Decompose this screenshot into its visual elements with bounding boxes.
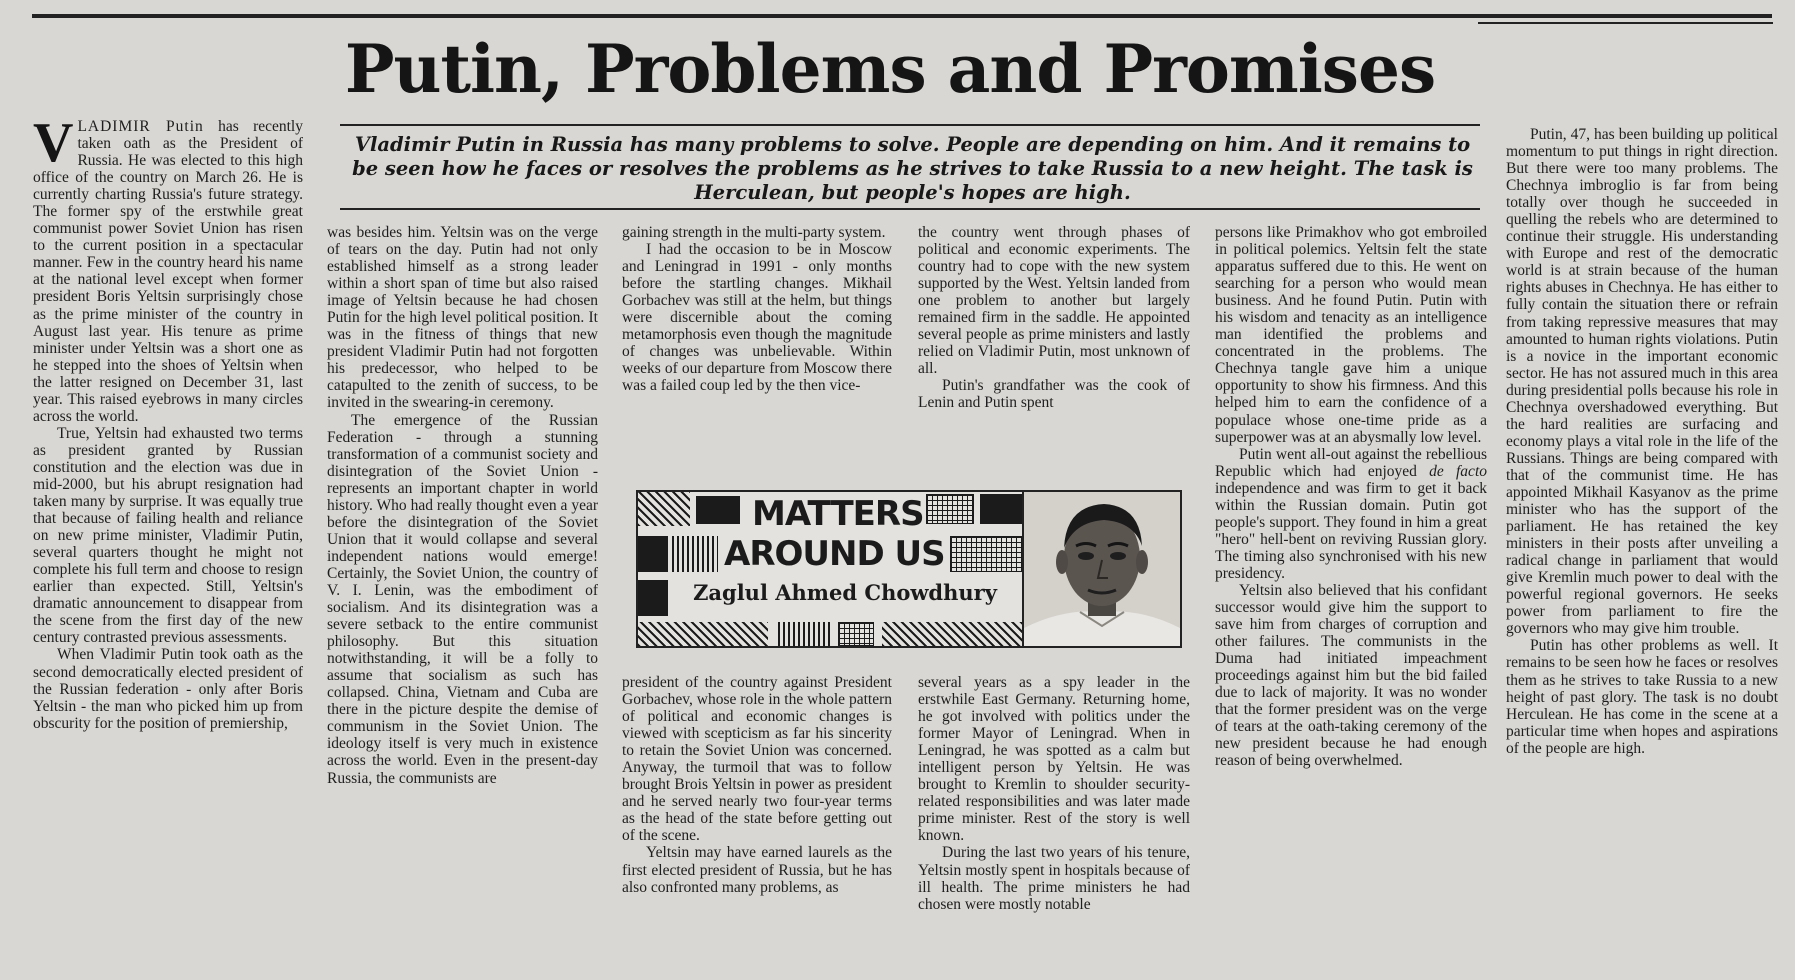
column-1-paragraph-2: True, Yeltsin had exhausted two terms as president granted by Russian constitution and the election was due in mid-2000, but his abrupt resignation had taken many by surprise. It was equally true that because of failing health and reliance on new prime minister, Vladimir Putin, several quarters thought he might not complete his full term and choose to resign earlier than expected. Still, Yeltsin's dramatic announcement to disappear from the scene from the first day of the new century contrasted previous assessments. [33,424,303,647]
article-column-3-bottom [622,674,892,970]
logo-stripe-pattern [672,536,718,572]
logo-grid-pattern [838,622,874,646]
column-3-paragraph-2: I had the occasion to be in Moscow and Leningrad in 1991 - only months before the startling changes. Mikhail Gorbachev was still at the helm, but things were discernible about the coming metamorphosis even though the magnitude of changes was unbelievable. Within weeks of our departure from Moscow there was a failed coup led by the then vice- [622,241,892,395]
italic-phrase: de facto [1429,462,1487,480]
article-column-4-top [918,224,1190,466]
column-2-paragraph-1: was besides him. Yeltsin was on the verge of tears on the day. Putin had not only established himself as a strong leader within a short span of time but also raised image of Yeltsin because he had chosen Putin for the high level political position. It was in the fitness of things that new president Vladimir Putin had not forgotten his predecessor, who helped to be catapulted to the zenith of success, to be invited in the swearing-in ceremony. [327,224,598,412]
column-5-paragraph-1: persons like Primakhov who got embroiled in political polemics. Yeltsin felt the state apparatus suffered due to this. He went on searching for a person who would mean business. And he found Putin. Putin with his wisdom and tenacity as an intelligence man identified the problems and concentrated in the problems. The Chechnya tangle gave him a unique opportunity to show his firmness. And this helped him to earn the confidence of a populace whose one-time pride as a superpower was at an abysmally low level. [1215,224,1487,446]
column-3-paragraph-4: Yeltsin may have earned laurels as the first elected president of Russia, but he has also confronted many problems, as [622,844,892,896]
headline: Putin, Problems and Promises [344,30,1436,108]
column-6-paragraph-2: Putin has other problems as well. It remains to be seen how he faces or resolves them as he strives to take Russia to a new height of past glory. The task is no doubt Herculean. He has come in the scene at a particular time when hopes and aspirations of the people are high. [1506,637,1778,757]
column-4-paragraph-2: Putin's grandfather was the cook of Lenin and Putin spent [918,377,1190,412]
column-4-paragraph-3: several years as a spy leader in the erstwhile East Germany. Returning home, he got involved with politics under the former Mayor of Leningrad. When in Leningrad, he was spotted as a calm but intelligent person by Yeltsin. He was brought to Kremlin to shoulder security-related responsibilities and was later made prime minister. Rest of the story is well known. [918,674,1190,845]
logo-hatch-pattern [638,492,690,526]
logo-title-line-2: AROUND US [724,534,945,574]
column-1-paragraph-3: When Vladimir Putin took oath as the second democratically elected president of the Russian federation - only after Boris Yeltsin - the man who picked him up from obscurity for the position of premiership, [33,646,303,732]
logo-stripe-pattern [778,622,830,646]
column-4-paragraph-1: the country went through phases of political and economic experiments. The country had to cope with the new system supported by the West. Yeltsin landed from one problem to another but largely remained firm in the saddle. He appointed several people as prime ministers and lastly relied on Vladimir Putin, most unknown of all. [918,224,1190,378]
article-column-5 [1215,224,1487,970]
standfirst: Vladimir Putin in Russia has many problems to solve. People are depending on him. And it remains to be seen how he faces or resolves the problems as he strives to take Russia to a new height. The task is Herculean, but people's hopes are high. [352,133,1473,204]
logo-hatch-pattern [882,622,1024,646]
logo-hatch-pattern [638,622,768,646]
standfirst-bottom-rule [340,208,1480,210]
column-4-paragraph-4: During the last two years of his tenure, Yeltsin mostly spent in hospitals because of ill health. The prime ministers he had chosen were mostly notable [918,844,1190,913]
column-byline: Zaglul Ahmed Chowdhury [693,580,997,605]
column-3-paragraph-3: president of the country against President Gorbachev, whose role in the whole pattern of political and economic changes is viewed with scepticism as far his sincerity to retain the Soviet Union was concerned. Anyway, the turmoil that was to follow brought Brois Yeltsin in power as president and he served nearly two four-year terms as the head of the state before getting out of the scene. [622,674,892,845]
column-5-paragraph-3: Yeltsin also believed that his confidant successor would give him the support to save him from charges of corruption and other failures. The communists in the Duma had initiated impeachment proceedings against him but the bid failed due to lack of majority. It was no wonder that the former president was on the verge of tears at the oath-taking ceremony of the new president because he had enough reason of being overwhelmed. [1215,581,1487,770]
column-1-paragraph-1-text: has recently taken oath as the President of Russia. He was elected to this high office of the country on March 26. He is currently charting Russia's future strategy. The former spy of the erstwhile great communist power Soviet Union has risen to the current position in a spectacular manner. Few in the country heard his name at the national level except when former president Boris Yeltsin surprisingly chose as the prime minister of the country in August last year. His tenure as prime minister under Yeltsin was a short one as he stepped into the shoes of Yeltsin when the latter resigned on December 31, last year. This raised eyebrows in many circles across the world. [33,118,303,425]
logo-grid-pattern [926,494,974,524]
article-column-6 [1506,126,1778,970]
column-5-paragraph-2-start: Putin went all-out against the rebellious Republic which had enjoyed [1215,445,1487,480]
article-column-3-top [622,224,892,466]
column-5-paragraph-2-end: independence and was firm to get it back within the Russian domain. Putin got people's support. They found in him a great "hero" hell-bent on reviving Russian glory. The timing also synchronised with his new presidency. [1215,479,1487,582]
top-rule [32,14,1772,18]
drop-cap: V [33,118,74,174]
author-portrait [1022,492,1180,646]
logo-black-block [638,580,668,616]
column-6-paragraph-1: Putin, 47, has been building up political momentum to put things in right direction. But there were too many problems. The Chechnya imbroglio is far from being totally over though he succeeded in quelling the rebels who are determined to continue their struggle. His understanding with Europe and rest of the democratic world is at strain because of the human rights abuses in Chechnya. He has either to fully contain the situation there or refrain from taking repressive measures that may amounted to human rights violations. Putin is a novice in the important economic sector. He has not assured much in this area during presidential polls because his role in Chechnya overshadowed everything. But the hard realities are surfacing and economy plays a vital role in the life of the Russians. Things are being compared with that of the communist time. He has appointed Mikhail Kasyanov as the prime minister who has the support of the parliament. He has retained the key ministers in their posts after unveiling a radical change in parliament that would give Kremlin much power to deal with the powerful regional governors. He seeks power from parliament to fire the governors who may give him trouble. [1506,126,1778,638]
column-5-paragraph-2 [1215,446,1487,582]
logo-black-block [638,536,668,572]
lead-in: LADIMIR Putin [77,118,204,135]
column-2-paragraph-2: The emergence of the Russian Federation - through a stunning transformation of a communist society and disintegration of the Soviet Union - represents an important chapter in world history. Who had really thought even a year before the disintegration of the Soviet Union that it would collapse and several independent nations would emerge! Certainly, the Soviet Union, the country of V. I. Lenin, was the embodiment of socialism. And its disintegration was a severe setback to the entire communist philosophy. But this situation notwithstanding, it will be a folly to assume that socialism as such has collapsed. China, Vietnam and Cuba are there in the picture despite the demise of communism in the Soviet Union. The ideology itself is very much in existence across the world. Even in the present-day Russia, the communists are [327,411,598,787]
author-portrait-drawing [1024,492,1180,646]
column-3-paragraph-1: gaining strength in the multi-party system. [622,224,886,241]
standfirst-top-rule [340,124,1480,126]
top-rule-secondary [1478,22,1773,24]
logo-black-block [980,494,1024,524]
column-1-paragraph-1 [33,118,303,425]
article-column-4-bottom [918,674,1190,970]
logo-grid-pattern [950,536,1024,572]
column-logo-box [636,490,1182,648]
article-column-2 [327,224,598,970]
logo-title-line-1: MATTERS [752,494,924,534]
article-column-1 [33,118,303,970]
logo-black-block [696,496,740,524]
